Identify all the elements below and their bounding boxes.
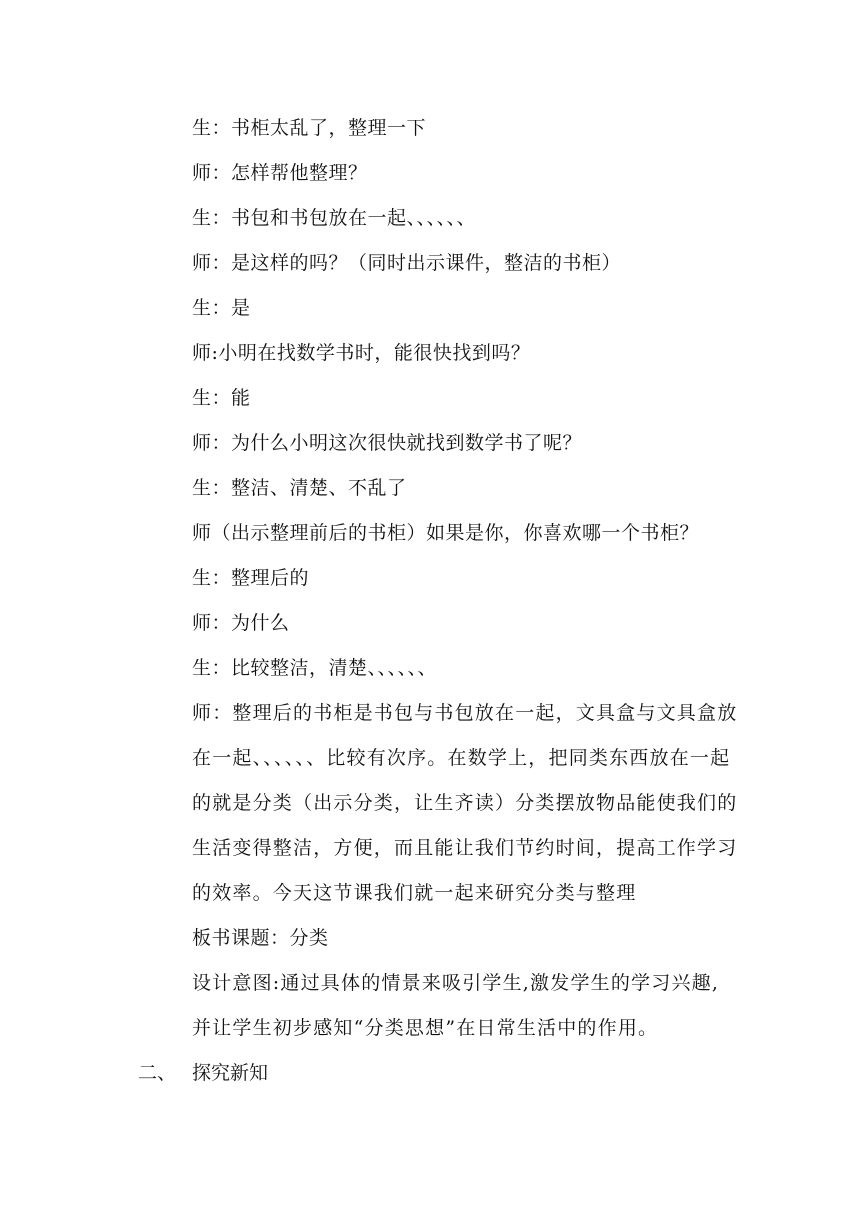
- dialogue-line-2: 师：怎样帮他整理？: [192, 162, 368, 184]
- dialogue-line-10: 师（出示整理前后的书柜）如果是你，你喜欢哪一个书柜？: [192, 522, 700, 544]
- summary-line-2: 在一起、、、、、、比较有次序。在数学上，把同类东西放在一起: [192, 747, 731, 769]
- board-title: 板书课题：分类: [192, 927, 329, 949]
- summary-line-1: 师：整理后的书柜是书包与书包放在一起，文具盒与文具盒放: [192, 702, 738, 724]
- design-intent-line-2: 并让学生初步感知“分类思想”在日常生活中的作用。: [192, 1017, 659, 1039]
- dialogue-line-11: 生：整理后的: [192, 567, 310, 589]
- dialogue-line-13: 生：比较整洁，清楚、、、、、、: [192, 657, 438, 679]
- section-number: 二、: [138, 1062, 177, 1084]
- dialogue-line-12: 师：为什么: [192, 612, 290, 634]
- dialogue-line-9: 生：整洁、清楚、不乱了: [192, 477, 407, 499]
- dialogue-line-4: 师：是这样的吗？（同时出示课件，整洁的书柜）: [192, 252, 622, 274]
- dialogue-line-5: 生：是: [192, 297, 251, 319]
- dialogue-line-7: 生：能: [192, 387, 251, 409]
- dialogue-line-3: 生：书包和书包放在一起、、、、、、: [192, 207, 477, 229]
- dialogue-line-1: 生：书柜太乱了，整理一下: [192, 117, 427, 139]
- section-heading: [138, 1061, 268, 1085]
- design-intent-line-1: 设计意图:通过具体的情景来吸引学生,激发学生的学习兴趣,: [192, 972, 720, 994]
- summary-line-3: 的就是分类（出示分类，让生齐读）分类摆放物品能使我们的: [192, 792, 738, 814]
- dialogue-line-6: 师:小明在找数学书时，能很快找到吗？: [192, 342, 531, 364]
- summary-line-5: 的效率。今天这节课我们就一起来研究分类与整理: [192, 882, 637, 904]
- summary-line-4: 生活变得整洁，方便，而且能让我们节约时间，提高工作学习: [192, 837, 738, 859]
- section-title: 探究新知: [192, 1062, 269, 1084]
- dialogue-line-8: 师：为什么小明这次很快就找到数学书了呢？: [192, 432, 583, 454]
